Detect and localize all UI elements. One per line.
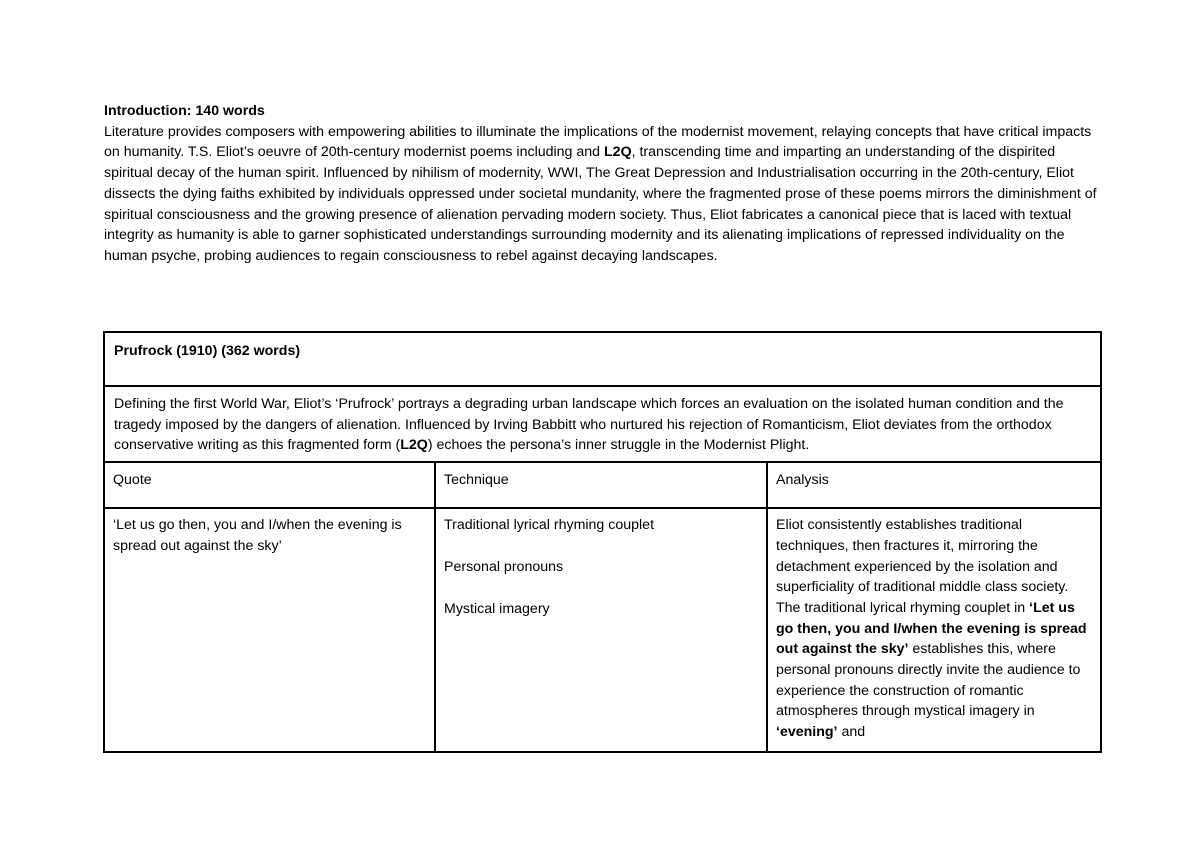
analysis-bold-quote: ‘Let us go then, you and I/when the evening is spread out against the sky’ — [776, 599, 1087, 658]
technique-item: Mystical imagery — [444, 600, 550, 617]
column-header-technique: Technique — [435, 462, 767, 508]
column-header-quote: Quote — [104, 462, 435, 508]
analysis-text-2: establishes this, where personal pronouns directly invite the audience to experience the construction of romantic atmospheres through mystical imagery in — [776, 641, 1081, 720]
intro-text-1: Literature provides composers with empowering abilities to illuminate the implications of the modernist movement, relaying concepts that have critical impacts on humanity. T.S. Eliot’s oeuvre of 20th-century modernist poems including — [104, 123, 1092, 161]
introduction-section — [104, 101, 1104, 267]
quote-cell: ‘Let us go then, you and I/when the evening is spread out against the sky’ — [104, 508, 435, 752]
introduction-paragraph — [104, 122, 1104, 267]
technique-cell — [435, 508, 767, 752]
section-description — [104, 386, 1101, 462]
desc-text-2: ) echoes the persona’s inner struggle in the Modernist Plight. — [427, 437, 810, 454]
desc-text-1: Defining the first World War, Eliot’s ‘Prufrock’ portrays a degrading urban landscape which forces an evaluation on the isolated human condition and the tragedy imposed by the dangers of alienation. Influenced by Irving Babbitt who nurtured his rejection of Romanticism, Eliot deviates from the orthodox conservative writing as this fragmented form ( — [114, 396, 1064, 454]
analysis-bold-evening: ‘evening’ — [776, 724, 838, 741]
intro-bold-l2q: L2Q — [604, 144, 632, 161]
column-header-analysis: Analysis — [767, 462, 1101, 508]
intro-text-2: and — [576, 144, 605, 161]
section-title: Prufrock (1910) (362 words) — [104, 332, 1101, 386]
analysis-text-3: and — [837, 724, 866, 741]
technique-item: Traditional lyrical rhyming couplet — [444, 517, 655, 534]
prufrock-table — [103, 331, 1102, 753]
table-header-row — [104, 462, 1101, 508]
intro-text-4: , transcending time and imparting an understanding of the dispirited spiritual decay of the human spirit. Influenced by nihilism of modernity, WWI, The Great Depression and Industrialisation occurring in the 20th-century, Eliot dissects the dying faiths exhibited by individuals oppressed under societal mundanity, where the fragmented prose of these poems mirrors the diminishment of spiritual consciousness and the growing presence of alienation pervading modern society. Thus, Eliot fabricates a canonical piece that is laced with textual integrity as humanity is able to garner sophisticated understandings surrounding modernity and its alienating implications of repressed individuality on the human psyche, probing audiences to regain consciousness to rebel against decaying landscapes. — [104, 144, 1097, 264]
table-title-row — [104, 332, 1101, 386]
analysis-cell — [767, 508, 1101, 752]
desc-bold-l2q: L2Q — [400, 437, 428, 454]
analysis-text-1: Eliot consistently establishes traditional techniques, then fractures it, mirroring the detachment experienced by the isolation and superficiality of traditional middle class society. The traditional lyrical rhyming couplet in — [776, 517, 1069, 616]
introduction-heading: Introduction: 140 words — [104, 103, 265, 119]
technique-item: Personal pronouns — [444, 558, 564, 575]
table-description-row — [104, 386, 1101, 462]
table-row — [104, 508, 1101, 752]
